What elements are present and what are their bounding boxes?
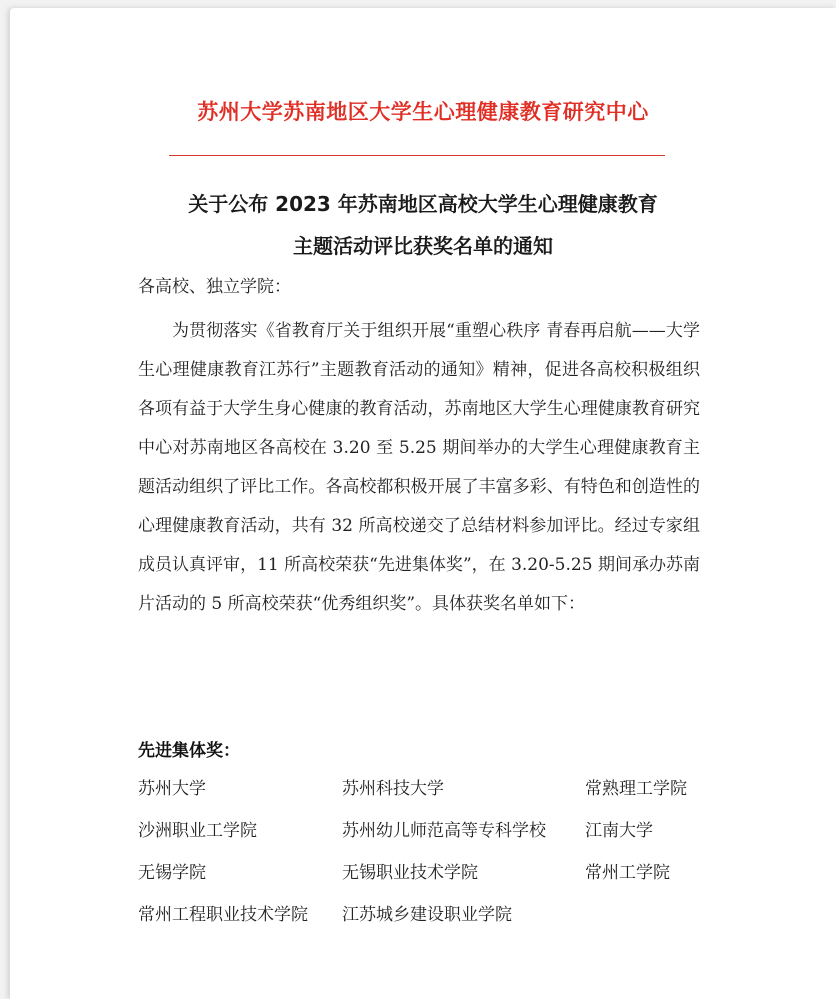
salutation: 各高校、独立学院： [138, 277, 291, 297]
notice-body-paragraph: 为贯彻落实《省教育厅关于组织开展“重塑心秩序 青春再启航——大学生心理健康教育江苏行”主题教育活动的通知》精神，促进各高校积极组织各项有益于大学生身心健康的教育活动，苏南地区大学生心理健康教育研究中心对苏南地区各高校在 3.20 至 5.25 期间举办的大学生心理健康教育主题活动组织了评比工作。各高校都积极开展了丰富多彩、有特色和创造性的心理健康教育活动，共有 32 所高校递交了总结材料参加评比。经过专家组成员认真评审，11 所高校荣获“先进集体奖”，在 3.20-5.25 期间承办苏南片活动的 5 所高校荣获“优秀组织奖”。具体获奖名单如下： [138, 321, 700, 614]
award-section-heading: 先进集体奖： [138, 741, 240, 761]
document-page [10, 8, 836, 999]
document-title-line-2: 主题活动评比获奖名单的通知 [293, 234, 553, 258]
award-school: 常州工学院 [585, 863, 670, 883]
award-school: 常熟理工学院 [585, 779, 687, 799]
award-school: 常州工程职业技术学院 [138, 905, 308, 925]
organization-header: 苏州大学苏南地区大学生心理健康教育研究中心 [197, 100, 649, 124]
award-school: 苏州科技大学 [342, 779, 444, 799]
award-school: 江南大学 [585, 821, 653, 841]
award-school: 苏州幼儿师范高等专科学校 [342, 821, 546, 841]
award-school: 无锡职业技术学院 [342, 863, 478, 883]
red-header-rule [169, 155, 665, 156]
award-school: 苏州大学 [138, 779, 206, 799]
award-school: 江苏城乡建设职业学院 [342, 905, 512, 925]
award-school-list [138, 774, 738, 954]
document-title-line-1: 关于公布 2023 年苏南地区高校大学生心理健康教育 [188, 192, 658, 216]
award-school: 无锡学院 [138, 863, 206, 883]
award-school: 沙洲职业工学院 [138, 821, 257, 841]
